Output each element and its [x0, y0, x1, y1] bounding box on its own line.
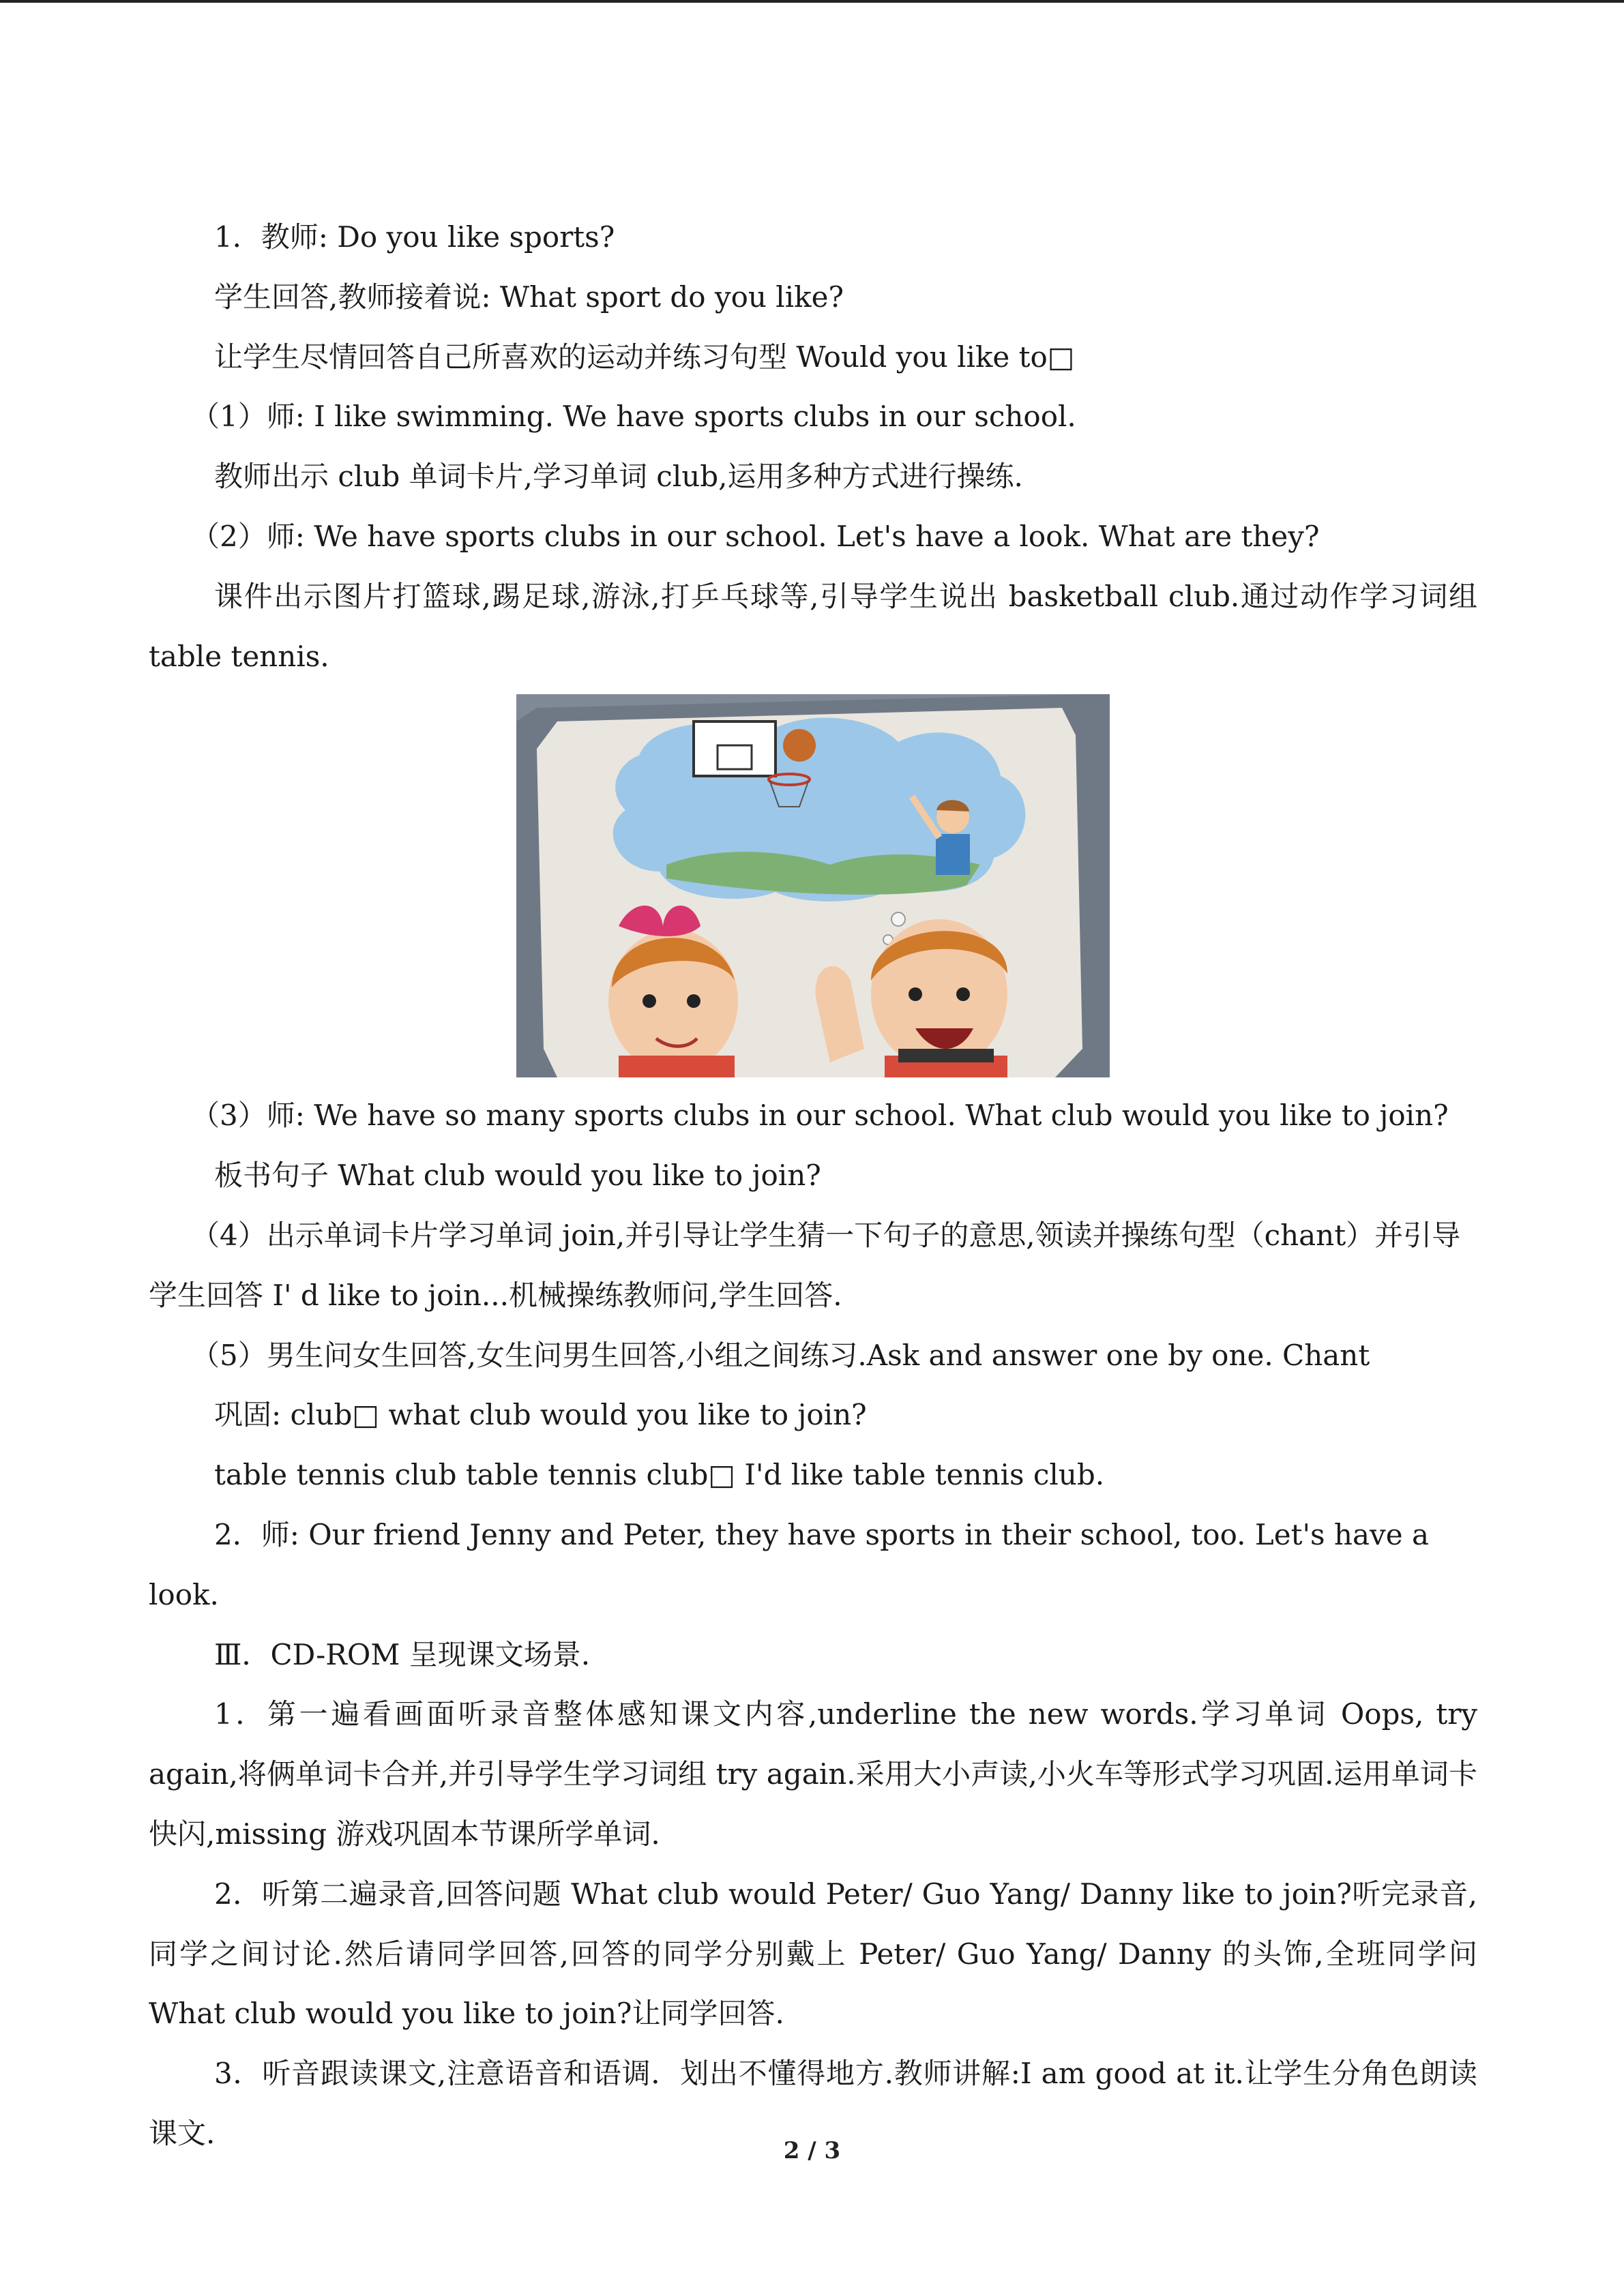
paragraph-14: 2．师: Our friend Jenny and Peter, they have sports in their school, too. Let's have a look.	[149, 1517, 1429, 1611]
paragraph-18: 3．听音跟读课文,注意语音和语调．划出不懂得地方.教师讲解:I am good at it.让学生分角色朗读课文.	[149, 2057, 1477, 2150]
paragraph-7: 课件出示图片打篮球,踢足球,游泳,打乒乓球等,引导学生说出 basketball club.通过动作学习词组 table tennis.	[149, 579, 1477, 673]
paragraph-17: 2．听第二遍录音,回答问题 What club would Peter/ Guo Yang/ Danny like to join?听完录音,同学之间讨论.然后请同学回答,回答的同学分别戴上 Peter/ Guo Yang/ Danny 的头饰,全班同学问 What club would you like to join?让同学回答.	[149, 1877, 1477, 2031]
paragraph-10: （4）出示单词卡片学习单词 join,并引导让学生猜一下句子的意思,领读并操练句型（chant）并引导学生回答 I' d like to join...机械操练教师问,学生回答.	[149, 1218, 1461, 1312]
paragraph-8: （3）师: We have so many sports clubs in our school. What club would you like to join?	[191, 1099, 1449, 1133]
paragraph-9: 板书句子 What club would you like to join?	[214, 1159, 821, 1193]
paragraph-1: 1．教师: Do you like sports?	[214, 220, 615, 254]
paragraph-3: 让学生尽情回答自己所喜欢的运动并练习句型 Would you like to□	[214, 340, 1075, 374]
paragraph-15: Ⅲ．CD-ROM 呈现课文场景.	[214, 1637, 591, 1671]
paragraph-5: 教师出示 club 单词卡片,学习单词 club,运用多种方式进行操练.	[214, 460, 1023, 494]
paragraph-4: （1）师: I like swimming. We have sports clubs in our school.	[191, 400, 1076, 434]
paragraph-13: table tennis club table tennis club□ I'd like table tennis club.	[214, 1458, 1105, 1492]
textbook-illustration	[516, 694, 1110, 1077]
paragraph-12: 巩固: club□ what club would you like to join?	[214, 1398, 867, 1432]
paragraph-2: 学生回答,教师接着说: What sport do you like?	[214, 280, 844, 314]
paragraph-6: （2）师: We have sports clubs in our school. Let's have a look. What are they?	[191, 519, 1320, 553]
paragraph-11: （5）男生问女生回答,女生问男生回答,小组之间练习.Ask and answer one by one. Chant	[191, 1338, 1370, 1372]
paragraph-16: 1．第一遍看画面听录音整体感知课文内容,underline the new words.学习单词 Oops, try again,将俩单词卡合并,并引导学生学习词组 try again.采用大小声读,小火车等形式学习巩固.运用单词卡快闪,missing 游戏巩固本节课所学单词.	[149, 1697, 1477, 1851]
page-content	[149, 207, 1477, 2164]
illustration-icon	[516, 694, 1110, 1077]
page-number: 2 / 3	[783, 2137, 841, 2164]
